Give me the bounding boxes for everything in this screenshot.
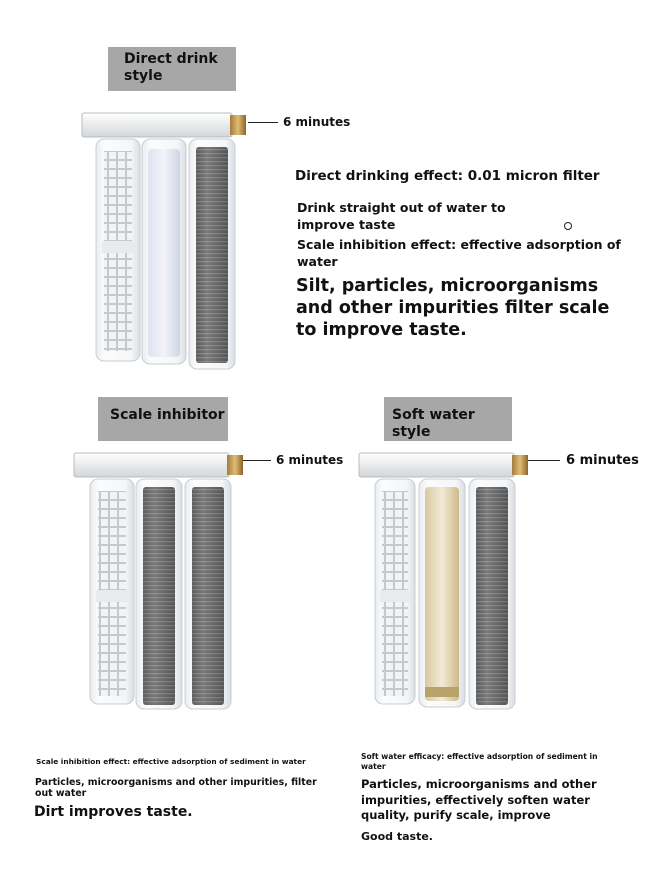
top-effect: Direct drinking effect: 0.01 micron filter xyxy=(295,168,600,184)
direct-drink-title: Direct drink style xyxy=(124,51,218,84)
left-big: Dirt improves taste. xyxy=(34,804,193,820)
top-big: Silt, particles, microorganisms and other impurities filter scale to improve taste. xyxy=(296,276,610,340)
right-small: Soft water efficacy: effective adsorption of sediment in water xyxy=(361,752,598,771)
soft-water-filter-image xyxy=(357,445,532,715)
top-leader-line xyxy=(248,122,278,123)
right-mid: Particles, microorganisms and other impurities, effectively soften water quality, purify scale, improve xyxy=(361,777,597,822)
soft-water-title: Soft water style xyxy=(392,407,475,440)
scale-inhibitor-title-box xyxy=(98,397,228,441)
scale-inhibitor-filter-image xyxy=(72,445,247,715)
scale-inhibitor-title: Scale inhibitor xyxy=(110,407,225,423)
right-leader-line xyxy=(528,460,560,461)
small-circle-icon xyxy=(564,222,572,230)
soft-water-title-box xyxy=(384,397,512,441)
top-minutes: 6 minutes xyxy=(283,115,351,129)
right-tail: Good taste. xyxy=(361,830,433,843)
right-minutes: 6 minutes xyxy=(566,453,639,468)
top-line2: Scale inhibition effect: effective adsorption of water xyxy=(297,237,621,269)
left-minutes: 6 minutes xyxy=(276,453,344,467)
left-small: Scale inhibition effect: effective adsorption of sediment in water xyxy=(36,757,306,766)
left-mid: Particles, microorganisms and other impurities, filter out water xyxy=(35,777,317,799)
direct-drink-title-box xyxy=(108,47,236,91)
direct-drink-filter-image xyxy=(80,105,250,375)
top-line1: Drink straight out of water to improve taste xyxy=(297,200,506,232)
left-leader-line xyxy=(243,460,271,461)
